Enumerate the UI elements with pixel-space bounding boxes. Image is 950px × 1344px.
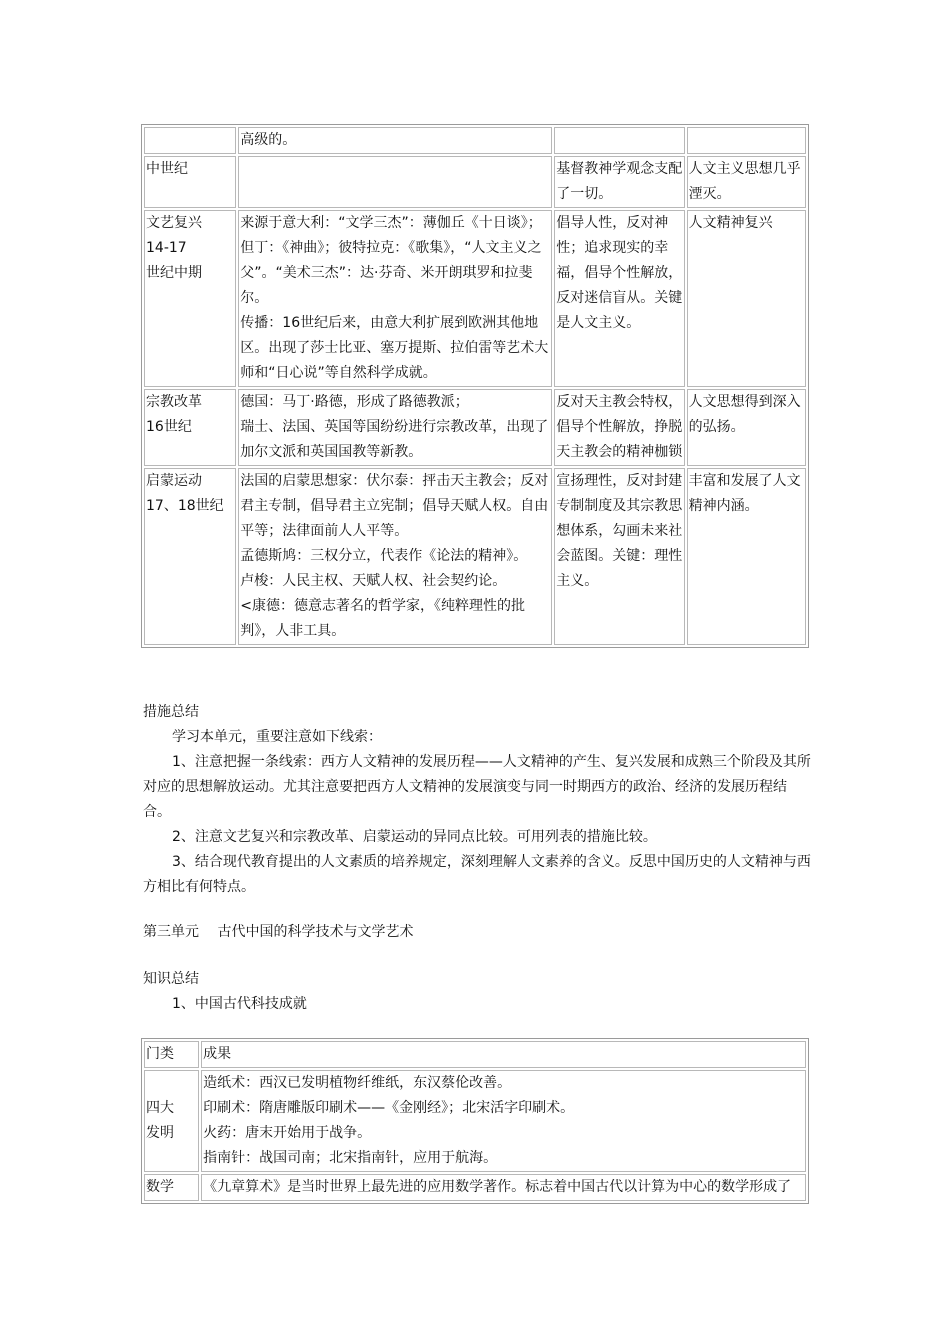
effect-cell-line: 丰富和发展了人文精神内涵。 [688,473,801,514]
feature-cell [554,127,684,154]
feature-cell-line: 倡导人性，反对神性；追求现实的幸福，倡导个性解放，反对迷信盲从。关键是人文主义。 [556,215,683,331]
content-cell-line: <康德：德意志著名的哲学家，《纯粹理性的批判》，人非工具。 [240,598,526,639]
content-cell [238,210,552,387]
table-header-row [144,1041,806,1068]
table-row [144,127,806,154]
result-cell [201,1070,806,1172]
feature-cell-line: 反对天主教会特权，倡导个性解放，挣脱天主教会的精神枷锁 [556,394,683,460]
header-category: 门类 [144,1041,199,1068]
summary-heading: 措施总结 [143,704,199,720]
science-achievements-table [141,1038,809,1204]
feature-cell-line: 宣扬理性，反对封建专制制度及其宗教思想体系，勾画未来社会蓝图。关键：理性主义。 [556,473,683,589]
content-cell-line: 卢梭：人民主权、天赋人权、社会契约论。 [240,573,507,589]
effect-cell [687,210,806,387]
period-cell [144,468,236,645]
category-cell [144,1070,199,1172]
knowledge-heading: 知识总结 [143,971,199,987]
table-row [144,156,806,208]
content-cell-line: 孟德斯鸠：三权分立，代表作《论法的精神》。 [240,548,528,564]
feature-cell [554,156,684,208]
period-cell-line: 中世纪 [146,161,188,177]
content-cell-line: 高级的。 [240,132,297,148]
header-result: 成果 [201,1041,806,1068]
table-row [144,468,806,645]
table-row [144,1174,806,1201]
effect-cell [687,156,806,208]
result-cell-line: 《九章算术》是当时世界上最先进的应用数学著作。标志着中国古代以计算为中心的数学形成了 [203,1179,792,1195]
summary-section [143,700,813,900]
period-cell-line: 文艺复兴 [146,215,202,231]
effect-cell-line: 人文思想得到深入的弘扬。 [688,394,801,435]
content-cell-line: 法国的启蒙思想家：伏尔泰：抨击天主教会；反对君主专制，倡导君主立宪制；倡导天赋人权。自由平等；法律面前人人平等。 [240,473,549,539]
table-row [144,1070,806,1172]
feature-cell [554,389,684,466]
unit-title: 第三单元 古代中国的科学技术与文学艺术 [143,924,414,940]
period-cell-line: 16世纪 [146,419,192,435]
result-cell-line: 火药：唐末开始用于战争。 [203,1125,372,1141]
content-cell-line: 来源于意大利：“文学三杰”：薄伽丘《十日谈》；但丁：《神曲》；彼特拉克：《歌集》，“人文主义之父”。“美术三杰”：达·芬奇、米开朗琪罗和拉斐尔。 [240,215,542,306]
period-cell-line: 17、18世纪 [146,498,224,514]
knowledge-section [143,967,813,1017]
period-cell [144,210,236,387]
effect-cell [687,389,806,466]
summary-paragraph: 1、注意把握一条线索：西方人文精神的发展历程——人文精神的产生、复兴发展和成熟三个阶段及其所对应的思想解放运动。尤其注意要把西方人文精神的发展演变与同一时期西方的政治、经济的发展历程结合。 [143,754,811,820]
effect-cell [687,468,806,645]
effect-cell [687,127,806,154]
summary-paragraph: 3、结合现代教育提出的人文素质的培养规定，深刻理解人文素养的含义。反思中国历史的人文精神与西方相比有何特点。 [143,854,811,895]
content-cell-line: 传播：16世纪后来，由意大利扩展到欧洲其他地区。出现了莎士比亚、塞万提斯、拉伯雷等艺术大师和“日心说”等自然科学成就。 [240,315,549,381]
summary-paragraph: 学习本单元，重要注意如下线索： [172,729,382,745]
content-cell [238,468,552,645]
knowledge-item: 1、中国古代科技成就 [172,996,307,1012]
period-cell [144,156,236,208]
feature-cell [554,468,684,645]
period-cell-line: 宗教改革 [146,394,202,410]
category-cell-line: 四大 [146,1100,174,1116]
period-cell-line: 14-17 [146,240,187,256]
result-cell-line: 指南针：战国司南；北宋指南针，应用于航海。 [203,1150,498,1166]
content-cell [238,156,552,208]
category-cell [144,1174,199,1201]
content-cell-line: 瑞士、法国、英国等国纷纷进行宗教改革，出现了加尔文派和英国国教等新教。 [240,419,549,460]
period-cell [144,389,236,466]
result-cell-line: 印刷术：隋唐雕版印刷术——《金刚经》；北宋活字印刷术。 [203,1100,575,1116]
effect-cell-line: 人文精神复兴 [688,215,773,231]
period-cell-line: 启蒙运动 [146,473,202,489]
content-cell-line: 德国：马丁·路德，形成了路德教派； [240,394,469,410]
effect-cell-line: 人文主义思想几乎湮灭。 [688,161,801,202]
table-row [144,210,806,387]
humanism-history-table [141,124,809,648]
feature-cell [554,210,684,387]
feature-cell-line: 基督教神学观念支配了一切。 [556,161,683,202]
summary-paragraph: 2、注意文艺复兴和宗教改革、启蒙运动的异同点比较。可用列表的措施比较。 [172,829,657,845]
content-cell [238,127,552,154]
content-cell [238,389,552,466]
period-cell-line: 世纪中期 [146,265,202,281]
result-cell [201,1174,806,1201]
period-cell [144,127,236,154]
result-cell-line: 造纸术：西汉已发明植物纤维纸，东汉蔡伦改善。 [203,1075,512,1091]
category-cell-line: 发明 [146,1125,174,1141]
table-row [144,389,806,466]
category-cell-line: 数学 [146,1179,174,1195]
